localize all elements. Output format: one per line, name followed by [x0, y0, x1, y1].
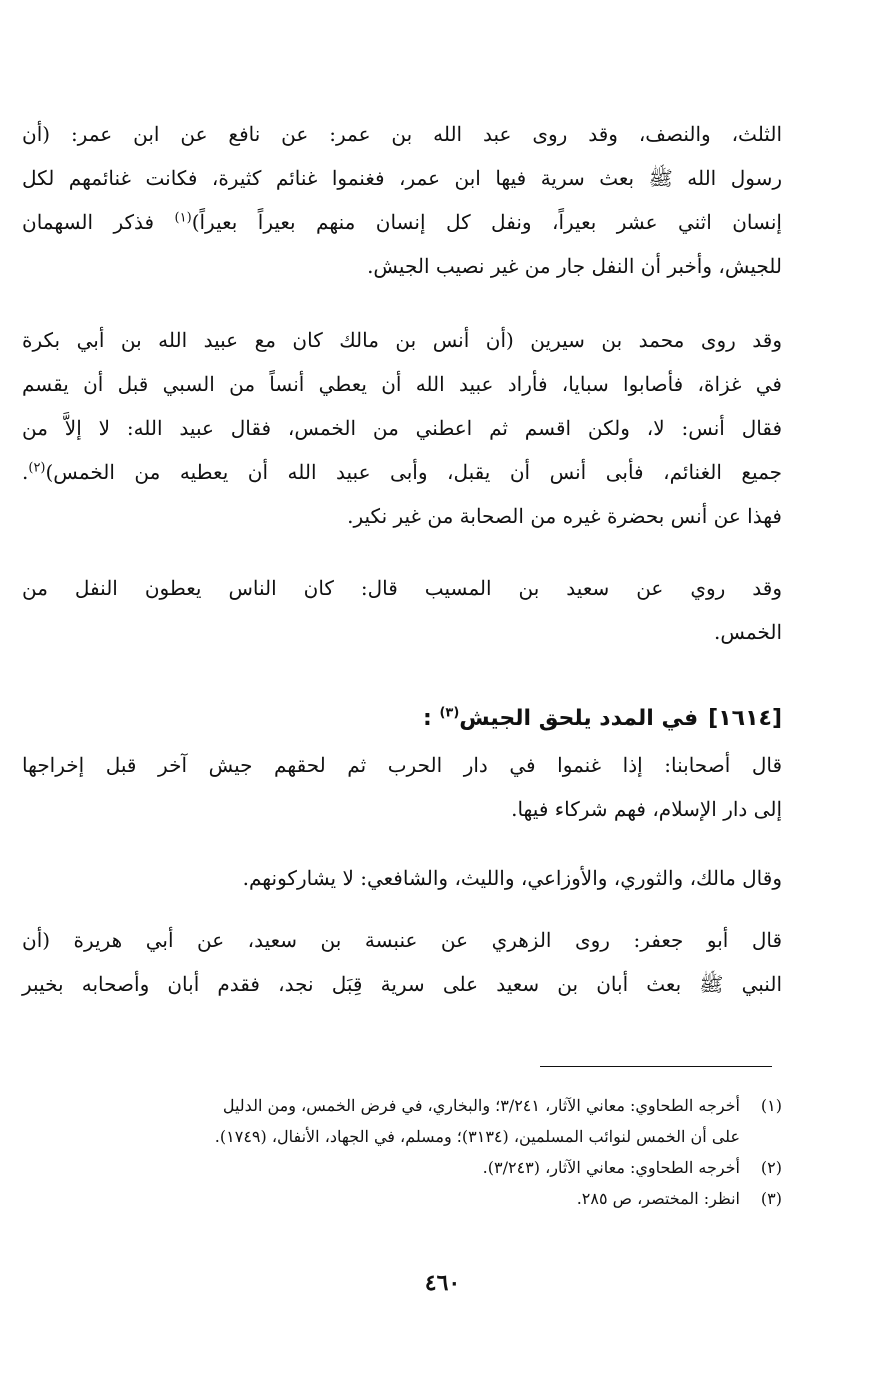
- text-line: الخمس.: [714, 620, 782, 644]
- footnote-mark: (٣): [760, 1189, 782, 1208]
- text-line: إلى دار الإسلام، فهم شركاء فيها.: [511, 797, 782, 821]
- footnote-ref-2[interactable]: (٢): [28, 460, 46, 476]
- text-line: فهذا عن أنس بحضرة غيره من الصحابة من غير نكير.: [347, 504, 782, 528]
- text-segment: إنسان اثني عشر بعيراً، ونفل كل إنسان منهم بعيراً بعيراً): [191, 210, 782, 234]
- footnote-2: [22, 1152, 782, 1183]
- footnote-line: أخرجه الطحاوي: معاني الآثار، (٣/٢٤٣).: [482, 1158, 740, 1177]
- text-line: وقد روى محمد بن سيرين (أن أنس بن مالك كان مع عبيد الله بن أبي بكرة: [22, 328, 782, 352]
- heading-colon: :: [422, 706, 440, 731]
- text-segment: جميع الغنائم، فأبى أنس أن يقبل، وأبى عبيد الله أن يعطيه من الخمس): [45, 460, 782, 484]
- text-line: فقال أنس: لا، ولكن اقسم ثم اعطني من الخمس، فقال عبيد الله: لا إلاَّ من: [22, 416, 782, 440]
- paragraph-1: [22, 112, 782, 288]
- footnote-ref-3[interactable]: (٣): [439, 705, 460, 721]
- paragraph-2: [22, 318, 782, 538]
- footnote-line: أخرجه الطحاوي: معاني الآثار، ٣/٢٤١؛ والبخاري، في فرض الخمس، ومن الدليل: [222, 1096, 740, 1115]
- paragraph-6: [22, 918, 782, 1006]
- footnote-line: على أن الخمس لنوائب المسلمين، (٣١٣٤)؛ ومسلم، في الجهاد، الأنفال، (١٧٤٩).: [214, 1127, 740, 1146]
- text-line: [22, 200, 782, 244]
- footnote-ref-1[interactable]: (١): [174, 210, 192, 226]
- text-line: للجيش، وأخبر أن النفل جار من غير نصيب الجيش.: [367, 254, 782, 278]
- footnote-mark: (٢): [760, 1158, 782, 1177]
- text-line: [22, 450, 782, 494]
- section-heading: [22, 697, 782, 741]
- text-line: قال أبو جعفر: روى الزهري عن عنبسة بن سعيد، عن أبي هريرة (أن: [22, 928, 782, 952]
- text-line: رسول الله ﷺ بعث سرية فيها ابن عمر، فغنموا غنائم كثيرة، فكانت غنائمهم لكل: [22, 166, 782, 190]
- paragraph-5: [22, 856, 782, 900]
- text-line: النبي ﷺ بعث أبان بن سعيد على سرية قِبَل نجد، فقدم أبان وأصحابه بخيبر: [22, 972, 782, 996]
- section-title: في المدد يلحق الجيش: [459, 706, 699, 731]
- paragraph-4: [22, 743, 782, 831]
- footnote-divider: [540, 1066, 772, 1067]
- text-line: الثلث، والنصف، وقد روى عبد الله بن عمر: عن نافع عن ابن عمر: (أن: [22, 122, 782, 146]
- text-line: في غزاة، فأصابوا سبايا، فأراد عبيد الله أن يعطي أنساً من السبي قبل أن يقسم: [22, 372, 782, 396]
- text-segment: فذكر السهمان: [22, 210, 175, 234]
- footnote-line: انظر: المختصر، ص ٢٨٥.: [576, 1189, 740, 1208]
- section-number: [١٦١٤]: [708, 706, 782, 731]
- text-line: وقد روي عن سعيد بن المسيب قال: كان الناس يعطون النفل من: [22, 576, 782, 600]
- paragraph-3: [22, 566, 782, 654]
- footnote-3: [22, 1183, 782, 1214]
- footnote-1: [22, 1090, 782, 1152]
- footnote-mark: (١): [760, 1096, 782, 1115]
- text-line: وقال مالك، والثوري، والأوزاعي، والليث، والشافعي: لا يشاركونهم.: [242, 866, 782, 890]
- page-number: ٤٦٠: [424, 1270, 461, 1296]
- text-line: قال أصحابنا: إذا غنموا في دار الحرب ثم لحقهم جيش آخر قبل إخراجها: [22, 753, 782, 777]
- footnotes: [22, 1090, 782, 1214]
- text-segment: .: [22, 460, 29, 484]
